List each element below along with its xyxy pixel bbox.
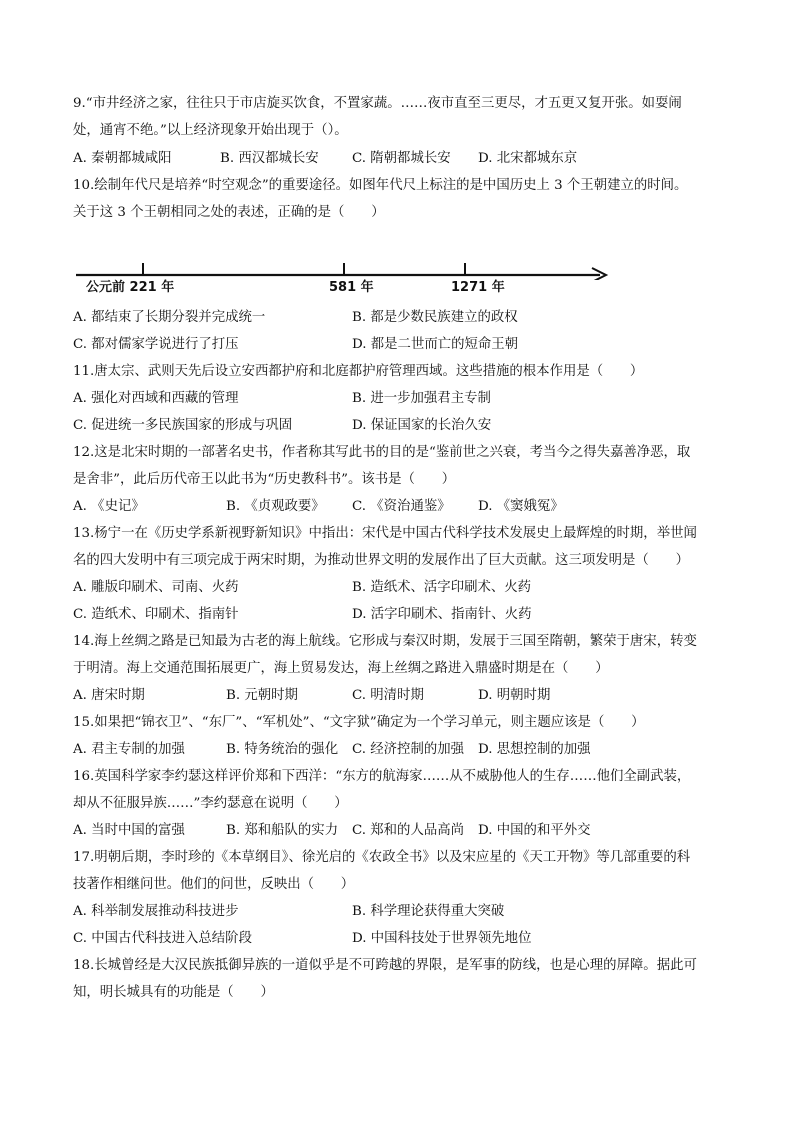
- q18-line1: 18.长城曾经是大汉民族抵御异族的一道似乎是不可跨越的界限，是军事的防线，也是心理的屏障。据此可: [73, 958, 697, 973]
- q11-option-d: D. 保证国家的长治久安: [352, 418, 492, 433]
- q12-option-a: A. 《史记》: [73, 499, 145, 514]
- q11-option-b: B. 进一步加强君主专制: [352, 391, 491, 406]
- q16-line2: 却从不征服异族……”李约瑟意在说明（ ）: [73, 796, 348, 811]
- q12-option-d: D. 《窦娥冤》: [478, 499, 564, 514]
- q18-line2: 知，明长城具有的功能是（ ）: [73, 985, 274, 1000]
- q13-line1: 13.杨宁一在《历史学系新视野新知识》中指出：宋代是中国古代科学技术发展史上最辉煌的时期，举世闻: [73, 526, 697, 541]
- q17-option-d: D. 中国科技处于世界领先地位: [352, 931, 532, 946]
- q17-option-c: C. 中国古代科技进入总结阶段: [73, 931, 252, 946]
- q14-line2: 于明清。海上交通范围拓展更广，海上贸易发达，海上丝绸之路进入鼎盛时期是在（ ）: [73, 661, 609, 676]
- q15-option-b: B. 特务统治的强化: [226, 742, 339, 757]
- q9-option-d: D. 北宋都城东京: [478, 151, 578, 166]
- q16-option-a: A. 当时中国的富强: [73, 823, 185, 838]
- q10-option-d: D. 都是二世而亡的短命王朝: [352, 337, 519, 352]
- q13-option-c: C. 造纸术、印刷术、指南针: [73, 607, 239, 622]
- q16-option-d: D. 中国的和平外交: [478, 823, 591, 838]
- q12-line2: 是舍非”，此后历代帝王以此书为“历史教科书”。该书是（ ）: [73, 472, 456, 487]
- q9-line1: 9.“市井经济之家，往往只于市店旋买饮食，不置家蔬。……夜市直至三更尽，才五更又复开张。如耍闹: [73, 96, 682, 111]
- q9-option-a: A. 秦朝都城咸阳: [73, 151, 172, 166]
- q10-option-c: C. 都对儒家学说进行了打压: [73, 337, 239, 352]
- q13-option-d: D. 活字印刷术、指南针、火药: [352, 607, 532, 622]
- q16-option-c: C. 郑和的人品高尚: [352, 823, 465, 838]
- q15-option-a: A. 君主专制的加强: [73, 742, 185, 757]
- q17-line1: 17.明朝后期，李时珍的《本草纲目》、徐光启的《农政全书》以及宋应星的《天工开物》等几部重要的科: [73, 850, 691, 865]
- q10-line2: 关于这 3 个王朝相同之处的表述，正确的是（ ）: [73, 205, 385, 220]
- timeline-figure: [74, 258, 614, 298]
- timeline-label-221bc: 公元前 221 年: [86, 280, 175, 295]
- q10-option-b: B. 都是少数民族建立的政权: [352, 310, 518, 325]
- q15-line1: 15.如果把“锦衣卫”、“东厂”、“军机处”、“文字狱”确定为一个学习单元，则主题应该是（ ）: [73, 715, 645, 730]
- q9-option-b: B. 西汉都城长安: [220, 151, 319, 166]
- q10-line1: 10.绘制年代尺是培养“时空观念”的重要途径。如图年代尺上标注的是中国历史上 3 个王朝建立的时间。: [73, 178, 688, 193]
- q14-option-d: D. 明朝时期: [478, 688, 551, 703]
- q12-line1: 12.这是北宋时期的一部著名史书，作者称其写此书的目的是“鉴前世之兴衰，考当今之得失嘉善净恶，取: [73, 445, 691, 460]
- q11-option-c: C. 促进统一多民族国家的形成与巩固: [73, 418, 293, 433]
- q11-line1: 11.唐太宗、武则天先后设立安西都护府和北庭都护府管理西域。这些措施的根本作用是（ ）: [73, 364, 644, 379]
- q9-option-c: C. 隋朝都城长安: [352, 151, 451, 166]
- q13-option-b: B. 造纸术、活字印刷术、火药: [352, 580, 532, 595]
- timeline-label-581: 581 年: [329, 280, 374, 295]
- q11-option-a: A. 强化对西域和西藏的管理: [73, 391, 239, 406]
- q13-option-a: A. 雕版印刷术、司南、火药: [73, 580, 239, 595]
- q9-line2: 处，通宵不绝。”以上经济现象开始出现于（）。: [73, 123, 348, 138]
- q15-option-d: D. 思想控制的加强: [478, 742, 591, 757]
- q10-option-a: A. 都结束了长期分裂并完成统一: [73, 310, 266, 325]
- q16-line1: 16.英国科学家李约瑟这样评价郑和下西洋：“东方的航海家……从不威胁他人的生存……他们全副武装，: [73, 769, 691, 784]
- q14-line1: 14.海上丝绸之路是已知最为古老的海上航线。它形成与秦汉时期，发展于三国至隋朝，繁荣于唐宋，转变: [73, 634, 697, 649]
- q12-option-c: C. 《资治通鉴》: [352, 499, 451, 514]
- q17-option-b: B. 科学理论获得重大突破: [352, 904, 505, 919]
- q16-option-b: B. 郑和船队的实力: [226, 823, 339, 838]
- q14-option-a: A. 唐宋时期: [73, 688, 145, 703]
- timeline-label-1271: 1271 年: [451, 280, 505, 295]
- q14-option-b: B. 元朝时期: [226, 688, 298, 703]
- q14-option-c: C. 明清时期: [352, 688, 424, 703]
- q12-option-b: B. 《贞观政要》: [226, 499, 325, 514]
- q15-option-c: C. 经济控制的加强: [352, 742, 465, 757]
- q13-line2: 名的四大发明中有三项完成于两宋时期，为推动世界文明的发展作出了巨大贡献。这三项发明是（ ）: [73, 553, 689, 568]
- q17-option-a: A. 科举制发展推动科技进步: [73, 904, 239, 919]
- q17-line2: 技著作相继问世。他们的问世，反映出（ ）: [73, 877, 355, 892]
